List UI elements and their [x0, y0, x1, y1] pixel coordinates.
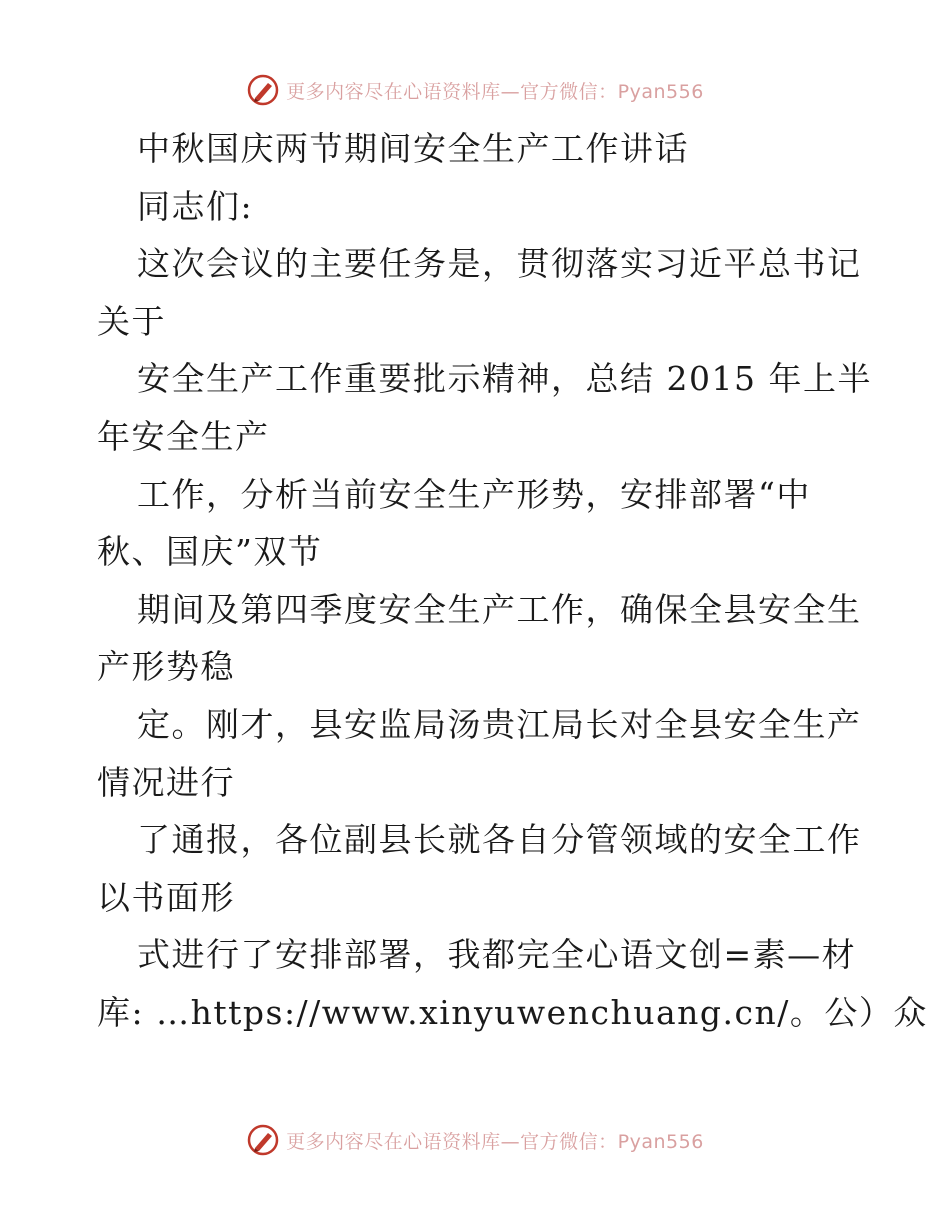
- text-line: 式进行了安排部署，我都完全心语文创=素—材: [137, 935, 857, 975]
- watermark-text: 更多内容尽在心语资料库—官方微信：Pyan556: [286, 80, 704, 103]
- header-watermark: [0, 70, 950, 110]
- text-line: 库: …https://www.xinyuwenchuang.cn/。公）众: [97, 992, 928, 1032]
- watermark-text: 更多内容尽在心语资料库—官方微信：Pyan556: [286, 1130, 704, 1153]
- document-body: [97, 120, 928, 1042]
- pen-logo-icon: [246, 1123, 280, 1157]
- text-line: 年安全生产: [97, 416, 270, 456]
- text-line: 了通报，各位副县长就各自分管领域的安全工作: [137, 820, 862, 860]
- text-line: 这次会议的主要任务是，贯彻落实习近平总书记: [137, 244, 862, 284]
- text-line: 产形势稳: [97, 647, 235, 687]
- pen-logo-icon: [246, 73, 280, 107]
- text-line: 秋、国庆”双节: [97, 532, 323, 572]
- text-line: 关于: [97, 301, 166, 341]
- text-line: 期间及第四季度安全生产工作，确保全县安全生: [137, 589, 862, 629]
- text-line: 情况进行: [97, 762, 235, 802]
- text-line: 以书面形: [97, 877, 235, 917]
- text-line: 中秋国庆两节期间安全生产工作讲话: [137, 129, 689, 168]
- text-line: 安全生产工作重要批示精神，总结 2015 年上半: [137, 359, 872, 399]
- text-line: 同志们:: [137, 186, 254, 226]
- footer-watermark: [0, 1120, 950, 1160]
- text-line: 工作，分析当前安全生产形势，安排部署“中: [137, 474, 811, 514]
- text-line: 定。刚才，县安监局汤贵江局长对全县安全生产: [137, 704, 862, 744]
